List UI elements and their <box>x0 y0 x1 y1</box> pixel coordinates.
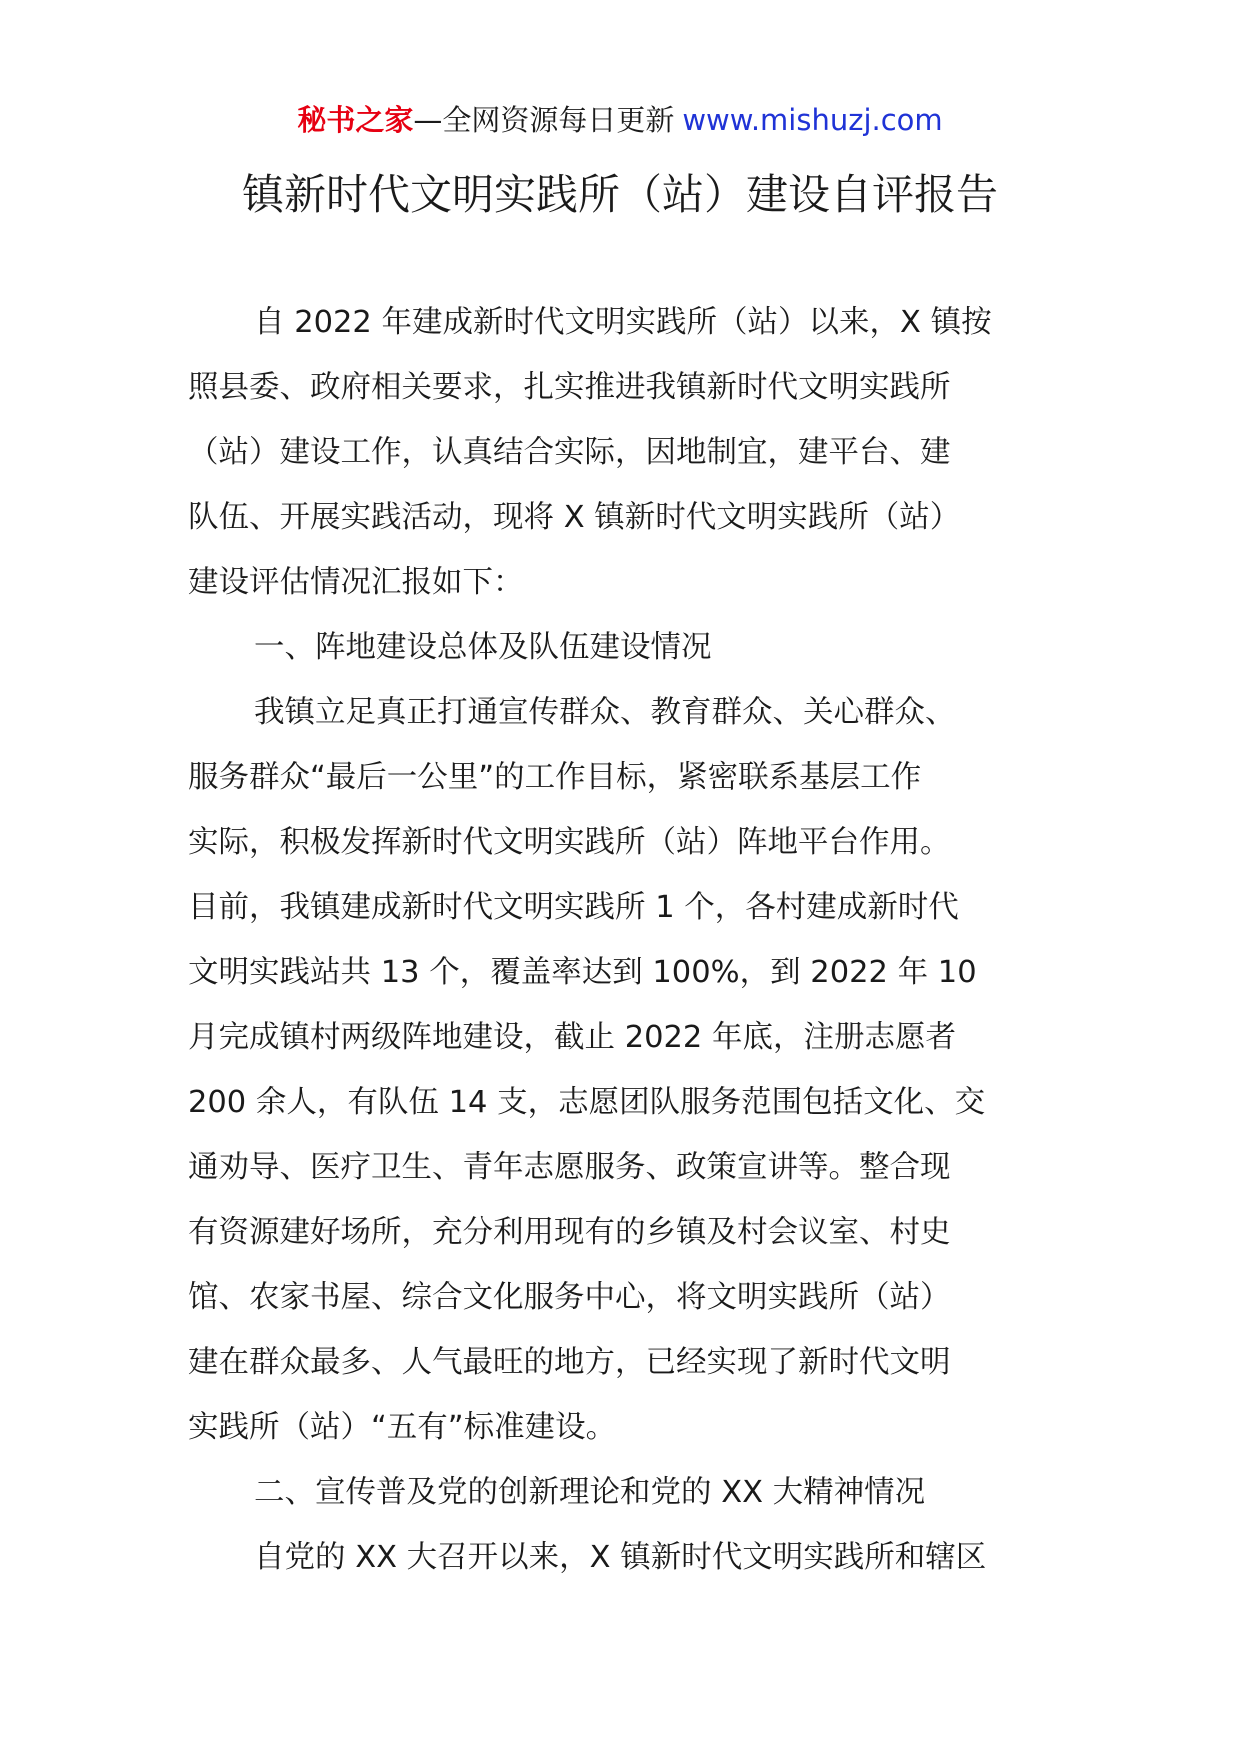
paragraph-line: 建在群众最多、人气最旺的地方，已经实现了新时代文明 <box>188 1345 951 1380</box>
brand-name: 秘书之家 <box>297 103 414 137</box>
paragraph-line: 队伍、开展实践活动，现将 X 镇新时代文明实践所（站） <box>188 500 961 535</box>
paragraph-line: 通劝导、医疗卫生、青年志愿服务、政策宣讲等。整合现 <box>188 1150 951 1185</box>
section-heading: 二、宣传普及党的创新理论和党的 XX 大精神情况 <box>254 1475 926 1510</box>
paragraph-line: （站）建设工作，认真结合实际，因地制宜，建平台、建 <box>188 435 951 470</box>
paragraph-line: 自 2022 年建成新时代文明实践所（站）以来，X 镇按 <box>254 305 992 340</box>
document-title: 镇新时代文明实践所（站）建设自评报告 <box>241 170 998 219</box>
site-url-link[interactable]: www.mishuzj.com <box>682 103 943 137</box>
document-body <box>188 290 1058 1590</box>
paragraph-line: 实际，积极发挥新时代文明实践所（站）阵地平台作用。 <box>188 825 951 860</box>
paragraph-line: 有资源建好场所，充分利用现有的乡镇及村会议室、村史 <box>188 1215 951 1250</box>
paragraph-line: 实践所（站）“五有”标准建设。 <box>188 1410 617 1445</box>
paragraph-line: 服务群众“最后一公里”的工作目标，紧密联系基层工作 <box>188 760 922 795</box>
site-header <box>0 100 1240 140</box>
paragraph-line: 建设评估情况汇报如下： <box>188 565 524 600</box>
paragraph-line: 目前，我镇建成新时代文明实践所 1 个，各村建成新时代 <box>188 890 959 925</box>
paragraph-line: 200 余人，有队伍 14 支，志愿团队服务范围包括文化、交 <box>188 1085 986 1120</box>
paragraph-line: 馆、农家书屋、综合文化服务中心，将文明实践所（站） <box>188 1280 951 1315</box>
paragraph-line: 月完成镇村两级阵地建设，截止 2022 年底，注册志愿者 <box>188 1020 957 1055</box>
paragraph-line: 照县委、政府相关要求，扎实推进我镇新时代文明实践所 <box>188 370 951 405</box>
paragraph-line: 文明实践站共 13 个，覆盖率达到 100%，到 2022 年 10 <box>188 955 977 990</box>
header-slogan: —全网资源每日更新 <box>413 103 675 137</box>
paragraph-line: 自党的 XX 大召开以来，X 镇新时代文明实践所和辖区 <box>254 1540 987 1575</box>
section-heading: 一、阵地建设总体及队伍建设情况 <box>254 630 712 665</box>
paragraph-line: 我镇立足真正打通宣传群众、教育群众、关心群众、 <box>254 695 956 730</box>
